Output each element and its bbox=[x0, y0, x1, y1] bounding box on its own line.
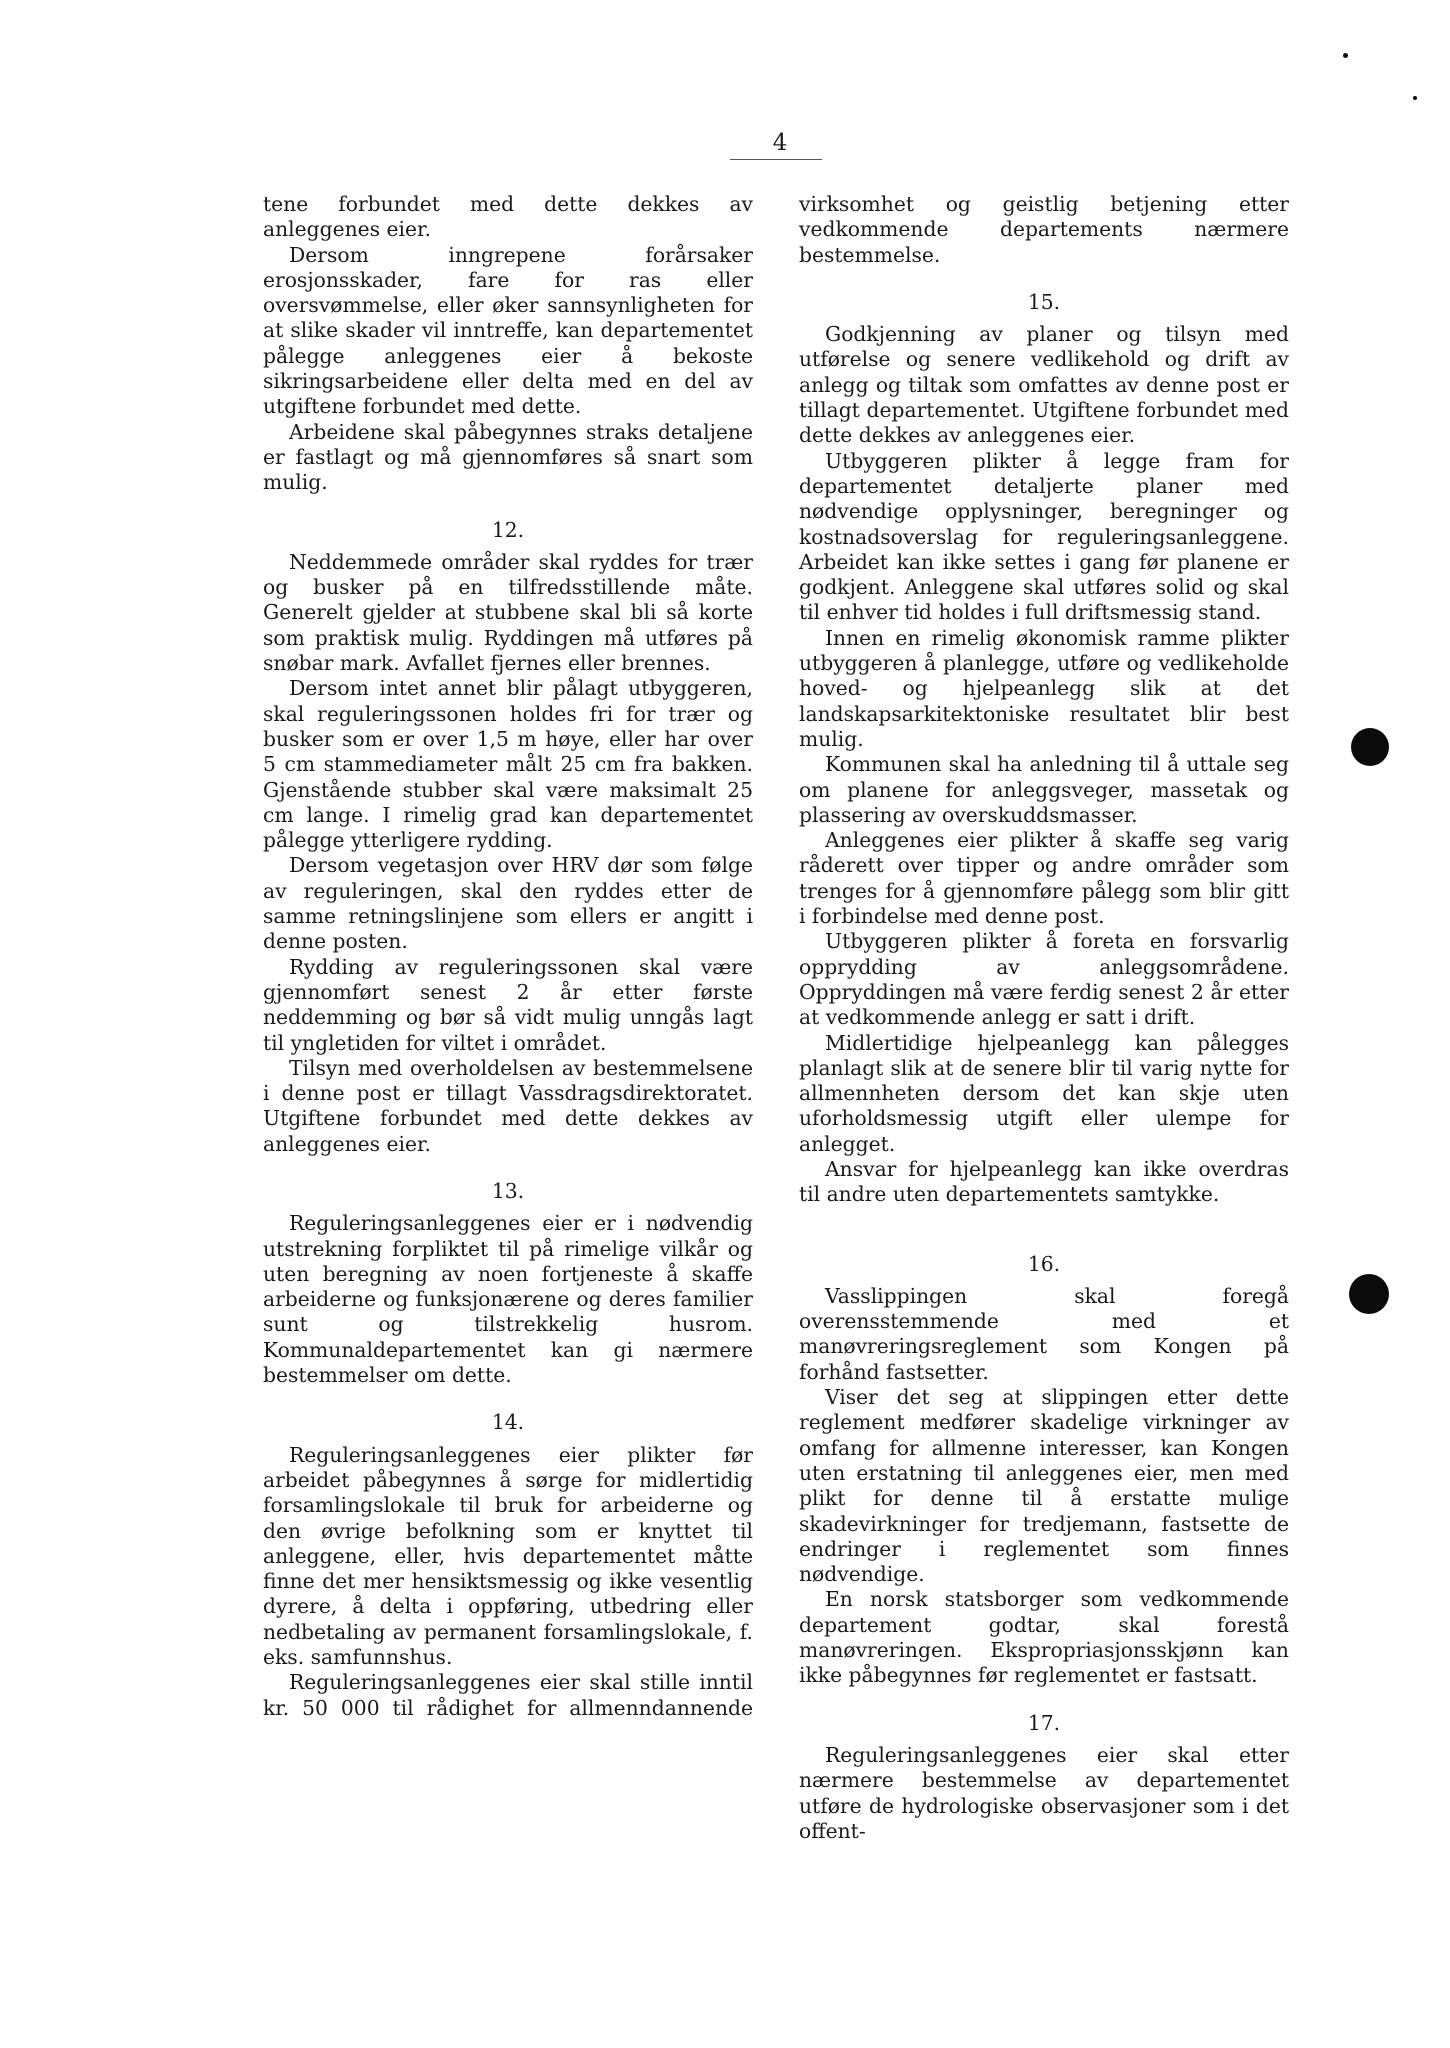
paragraph: Reguleringsanleggenes eier er i nødvendig utstrekning forpliktet til på rimelige vilkår og uten beregning av noen fortjeneste å skaffe arbeiderne og funksjonærene og deres familier sunt og tilstrekkelig husrom. Kommunaldepartementet kan gi nærmere bestemmelser om dette. bbox=[263, 1211, 753, 1388]
ink-speck bbox=[1413, 96, 1417, 100]
paragraph: Reguleringsanleggenes eier skal stille inntil kr. 50 000 til rådighet for allmenndannende bbox=[263, 1670, 753, 1720]
paragraph: Dersom inngrepene forårsaker erosjonsskader, fare for ras eller oversvømmelse, eller øker sannsynligheten for at slike skader vil inntreffe, kan departementet pålegge anleggenes eier å bekoste sikringsarbeidene eller delta med en del av utgiftene forbundet med dette. bbox=[263, 242, 753, 419]
right-column bbox=[799, 192, 1289, 1844]
section-number: 13. bbox=[491, 1178, 525, 1203]
paragraph: Ansvar for hjelpeanlegg kan ikke overdras til andre uten departementets samtykke. bbox=[799, 1156, 1289, 1207]
paragraph: virksomhet og geistlig betjening etter vedkommende departements nærmere bestemmelse. bbox=[799, 192, 1289, 267]
paragraph: Midlertidige hjelpeanlegg kan pålegges planlagt slik at de senere blir til varig nytte for allmennheten dersom det kan skje uten uforholdsmessig utgift eller ulempe for anlegget. bbox=[799, 1030, 1289, 1156]
punch-hole-mark bbox=[1349, 1274, 1389, 1314]
paragraph: Dersom vegetasjon over HRV dør som følge av reguleringen, skal den ryddes etter de samme retningslinjene som ellers er angitt i denne posten. bbox=[263, 853, 753, 954]
paragraph: Anleggenes eier plikter å skaffe seg varig råderett over tipper og andre områder som trenges for å gjennomføre pålegg som blir gitt i forbindelse med denne post. bbox=[799, 828, 1289, 929]
paragraph: Utbyggeren plikter å foreta en forsvarlig opprydding av anleggsområdene. Oppryddingen må være ferdig senest 2 år etter at vedkommende anlegg er satt i drift. bbox=[799, 929, 1289, 1030]
paragraph: Utbyggeren plikter å legge fram for departementet detaljerte planer med nødvendige opplysninger, beregninger og kostnadsoverslag for reguleringsanleggene. Arbeidet kan ikke settes i gang før planene er godkjent. Anleggene skal utføres solid og skal til enhver tid holdes i full driftsmessig stand. bbox=[799, 448, 1289, 625]
paragraph: Kommunen skal ha anledning til å uttale seg om planene for anleggsveger, massetak og plassering av overskuddsmasser. bbox=[799, 752, 1289, 827]
paragraph: Reguleringsanleggenes eier skal etter nærmere bestemmelse av departementet utføre de hydrologiske observasjoner som i det offent- bbox=[799, 1742, 1289, 1843]
paragraph: Arbeidene skal påbegynnes straks detaljene er fastlagt og må gjennomføres så snart som mulig. bbox=[263, 419, 753, 495]
section-number: 15. bbox=[1027, 289, 1061, 314]
paragraph: En norsk statsborger som vedkommende departement godtar, skal forestå manøvreringen. Ekspropriasjonsskjønn kan ikke påbegynnes før reglementet er fastsatt. bbox=[799, 1587, 1289, 1688]
section-number: 12. bbox=[491, 517, 525, 542]
paragraph: tene forbundet med dette dekkes av anleggenes eier. bbox=[263, 192, 753, 242]
paragraph: Godkjenning av planer og tilsyn med utførelse og senere vedlikehold og drift av anlegg og tiltak som omfattes av denne post er tillagt departementet. Utgiftene forbundet med dette dekkes av anleggenes eier. bbox=[799, 322, 1289, 448]
left-column bbox=[263, 192, 753, 1721]
ink-speck bbox=[1343, 53, 1348, 58]
page-number: 4 bbox=[772, 130, 788, 156]
paragraph: Reguleringsanleggenes eier plikter før arbeidet påbegynnes å sørge for midlertidig forsamlingslokale til bruk for arbeiderne og den øvrige befolkning som er knyttet til anleggene, eller, hvis departementet måtte finne det mer hensiktsmessig og ikke vesentlig dyrere, å delta i oppføring, utbedring eller nedbetaling av permanent forsamlingslokale, f. eks. samfunnshus. bbox=[263, 1442, 753, 1670]
paragraph: Viser det seg at slippingen etter dette reglement medfører skadelige virkninger av omfang for allmenne interesser, kan Kongen uten erstatning til anleggenes eier, men med plikt for denne til å erstatte mulige skadevirkninger for tredjemann, fastsette de endringer i reglementet som finnes nødvendige. bbox=[799, 1385, 1289, 1587]
section-number: 14. bbox=[491, 1410, 525, 1435]
section-number: 17. bbox=[1027, 1710, 1061, 1735]
paragraph: Vasslippingen skal foregå overensstemmende med et manøvreringsreglement som Kongen på forhånd fastsetter. bbox=[799, 1283, 1289, 1384]
paragraph: Dersom intet annet blir pålagt utbyggeren, skal reguleringssonen holdes fri for trær og busker som er over 1,5 m høye, eller har over 5 cm stammediameter målt 25 cm fra bakken. Gjenstående stubber skal være maksimalt 25 cm lange. I rimelig grad kan departementet pålegge ytterligere rydding. bbox=[263, 676, 753, 853]
section-number: 16. bbox=[1027, 1251, 1061, 1276]
punch-hole-mark bbox=[1351, 728, 1389, 766]
paragraph: Neddemmede områder skal ryddes for trær og busker på en tilfredsstillende måte. Generelt gjelder at stubbene skal bli så korte som praktisk mulig. Ryddingen må utføres på snøbar mark. Avfallet fjernes eller brennes. bbox=[263, 549, 753, 676]
paragraph: Innen en rimelig økonomisk ramme plikter utbyggeren å planlegge, utføre og vedlikeholde hoved- og hjelpeanlegg slik at det landskapsarkitektoniske resultatet blir best mulig. bbox=[799, 625, 1289, 751]
paragraph: Tilsyn med overholdelsen av bestemmelsene i denne post er tillagt Vassdragsdirektoratet. Utgiftene forbundet med dette dekkes av anleggenes eier. bbox=[263, 1055, 753, 1156]
page-number-rule bbox=[730, 159, 822, 160]
paragraph: Rydding av reguleringssonen skal være gjennomført senest 2 år etter første neddemming og bør så vidt mulig unngås lagt til yngletiden for viltet i området. bbox=[263, 954, 753, 1055]
